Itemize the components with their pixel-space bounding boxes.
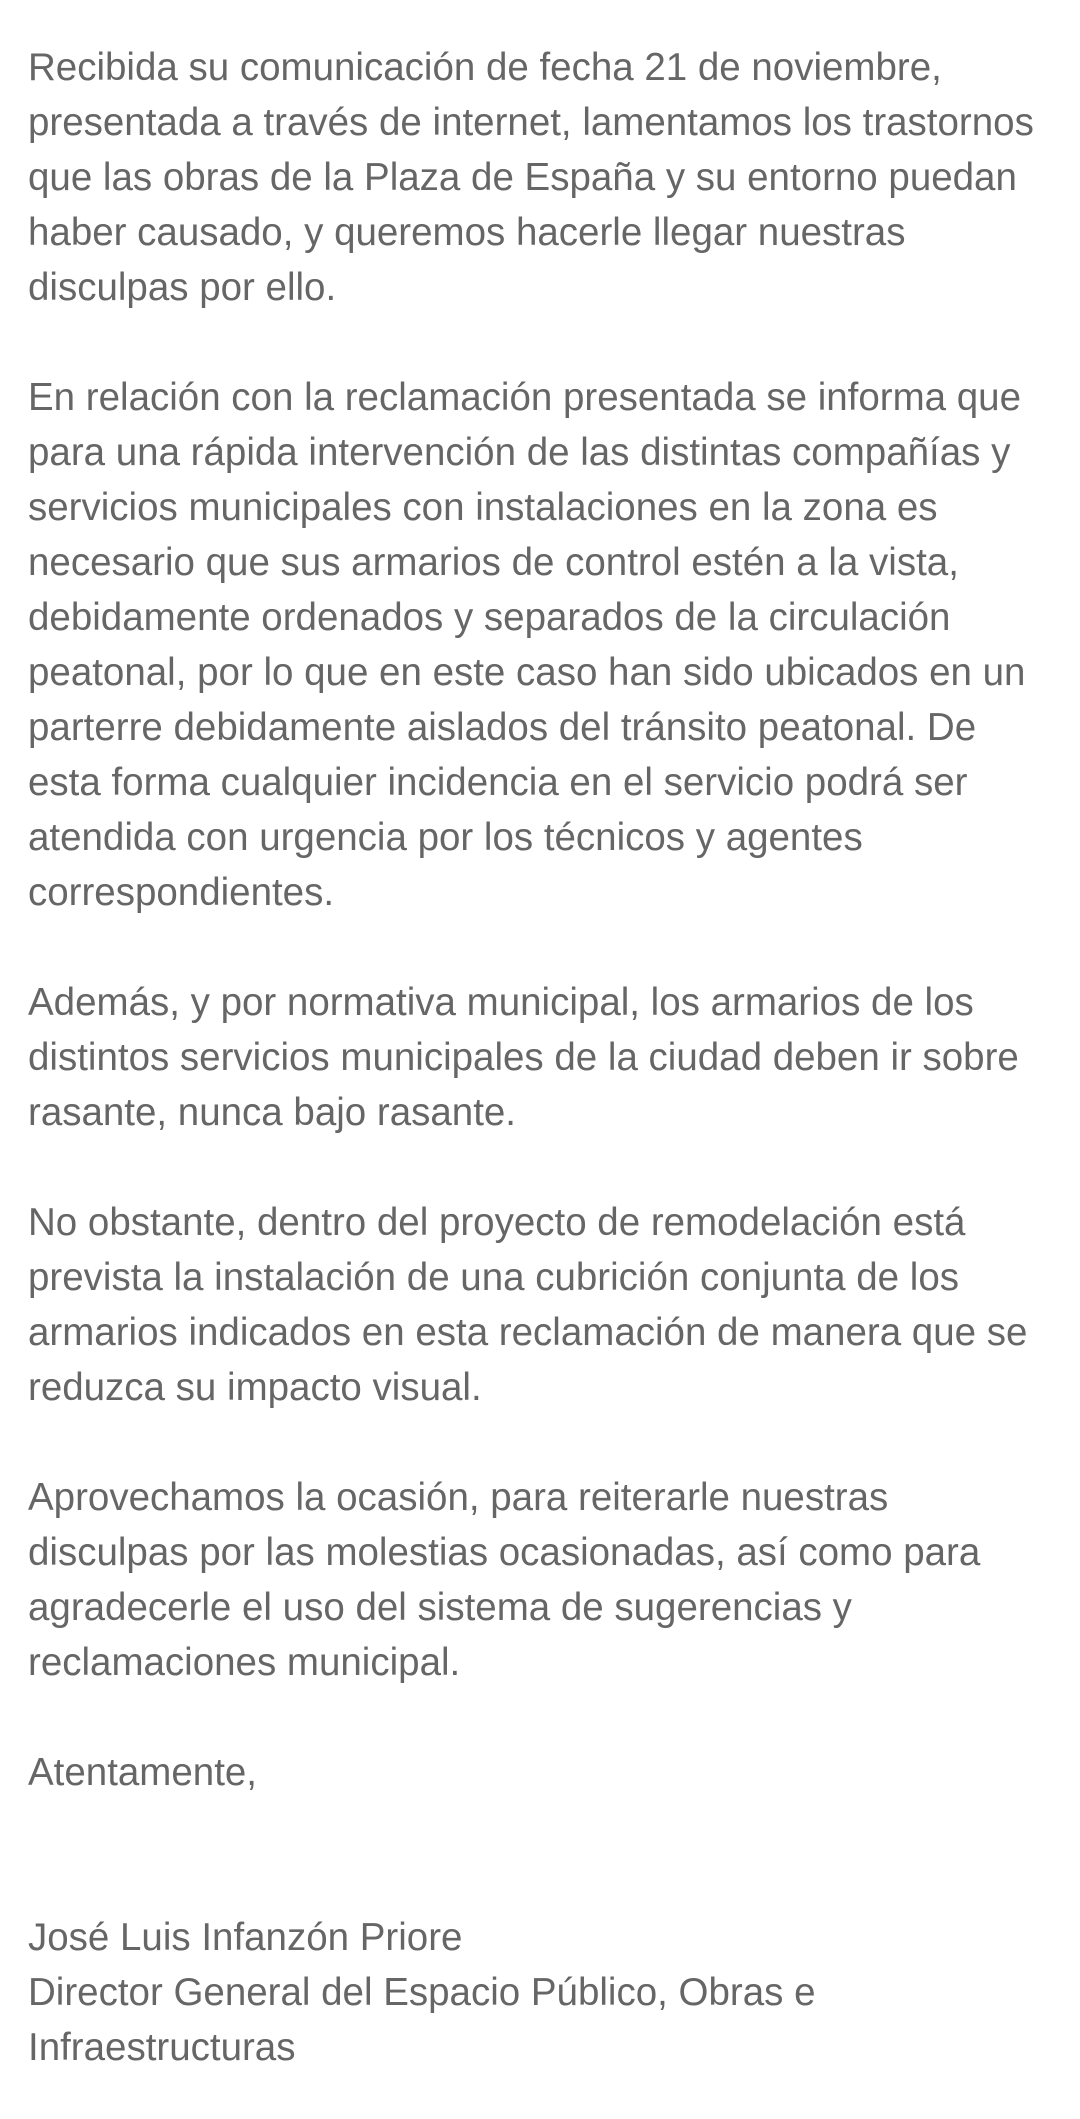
signatory-name: José Luis Infanzón Priore (28, 1916, 463, 1959)
paragraph-explanation: En relación con la reclamación presentada se informa que para una rápida intervención de las distintas compañías y servicios municipales con instalaciones en la zona es necesario que sus armarios de control estén a la vista, debidamente ordenados y separados de la circulación peatonal, por lo que en este caso han sido ubicados en un parterre debidamente aislados del tránsito peatonal. De esta forma cualquier incidencia en el servicio podrá ser atendida con urgencia por los técnicos y agentes correspondientes. (28, 376, 1026, 914)
paragraph-acknowledgement: Recibida su comunicación de fecha 21 de noviembre, presentada a través de internet, lamentamos los trastornos que las obras de la Plaza de España y su entorno puedan haber causado, y queremos hacerle llegar nuestras disculpas por ello. (28, 46, 1034, 309)
paragraph-apology: Aprovechamos la ocasión, para reiterarle nuestras disculpas por las molestias ocasionadas, así como para agradecerle el uso del sistema de sugerencias y reclamaciones municipal. (28, 1476, 981, 1684)
signature-block (28, 1910, 1058, 2075)
letter-body (28, 40, 1058, 2075)
paragraph-regulation: Además, y por normativa municipal, los armarios de los distintos servicios municipales de la ciudad deben ir sobre rasante, nunca bajo rasante. (28, 981, 1019, 1134)
signatory-title: Director General del Espacio Público, Obras e Infraestructuras (28, 1971, 816, 2069)
paragraph-project: No obstante, dentro del proyecto de remodelación está prevista la instalación de una cubrición conjunta de los armarios indicados en esta reclamación de manera que se reduzca su impacto visual. (28, 1201, 1028, 1409)
closing-salutation: Atentamente, (28, 1751, 258, 1794)
